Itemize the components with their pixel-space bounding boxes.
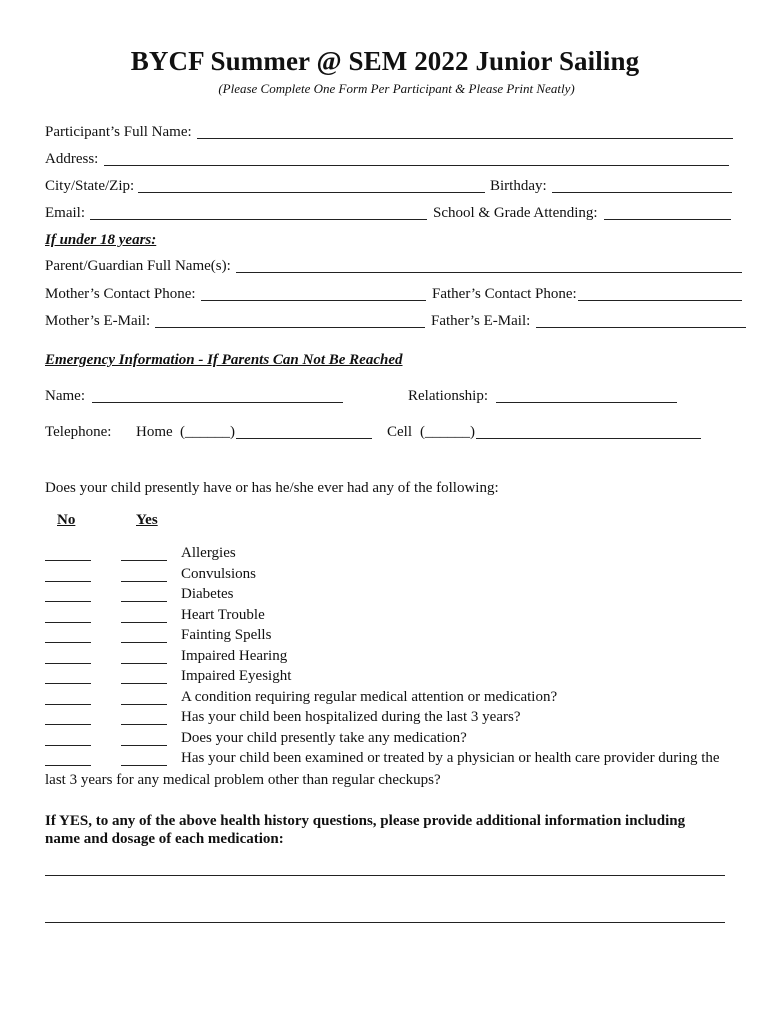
condition-yes-blank[interactable] bbox=[121, 560, 167, 561]
cell-area-code[interactable]: (______) bbox=[420, 424, 475, 440]
condition-yes-blank[interactable] bbox=[121, 724, 167, 725]
condition-no-blank[interactable] bbox=[45, 601, 91, 602]
cell-label: Cell bbox=[387, 424, 412, 440]
condition-label: Convulsions bbox=[181, 565, 257, 582]
condition-no-blank[interactable] bbox=[45, 560, 91, 561]
city-state-zip-label: City/State/Zip: bbox=[45, 178, 135, 194]
health-question: Does your child presently have or has he/she ever had any of the following: bbox=[45, 480, 499, 496]
form-subtitle: (Please Complete One Form Per Participant & Please Print Neatly) bbox=[218, 81, 575, 96]
condition-label: Allergies bbox=[181, 545, 236, 561]
father-email-field[interactable] bbox=[536, 327, 746, 328]
father-phone-label: Father’s Contact Phone: bbox=[432, 286, 577, 302]
condition-yes-blank[interactable] bbox=[121, 704, 167, 705]
city-state-zip-field[interactable] bbox=[138, 192, 485, 193]
condition-label: Fainting Spells bbox=[181, 627, 272, 643]
condition-yes-blank[interactable] bbox=[121, 622, 167, 623]
additional-info-line-1[interactable] bbox=[45, 875, 725, 876]
parent-names-label: Parent/Guardian Full Name(s): bbox=[45, 258, 231, 274]
condition-no-blank[interactable] bbox=[45, 745, 91, 746]
mother-phone-field[interactable] bbox=[201, 300, 426, 301]
home-phone-field[interactable] bbox=[236, 438, 372, 439]
condition-no-blank[interactable] bbox=[45, 765, 91, 766]
participant-name-label: Participant’s Full Name: bbox=[45, 124, 192, 140]
under-18-heading: If under 18 years: bbox=[45, 232, 157, 248]
mother-email-label: Mother’s E-Mail: bbox=[45, 313, 151, 329]
yes-column-header: Yes bbox=[136, 512, 158, 528]
condition-no-blank[interactable] bbox=[45, 683, 91, 684]
emergency-name-field[interactable] bbox=[92, 402, 343, 403]
condition-label: Has your child been examined or treated by a physician or health care provider during the bbox=[181, 750, 720, 766]
condition-yes-blank[interactable] bbox=[121, 642, 167, 643]
address-field[interactable] bbox=[104, 165, 729, 166]
mother-phone-label: Mother’s Contact Phone: bbox=[45, 286, 196, 302]
additional-info-line-2[interactable] bbox=[45, 922, 725, 923]
emergency-name-label: Name: bbox=[45, 388, 85, 404]
father-phone-field[interactable] bbox=[578, 300, 742, 301]
form-title: BYCF Summer @ SEM 2022 Junior Sailing bbox=[130, 46, 640, 76]
parent-names-field[interactable] bbox=[236, 272, 742, 273]
condition-no-blank[interactable] bbox=[45, 622, 91, 623]
followup-instruction-line1: If YES, to any of the above health history questions, please provide additional information including bbox=[45, 813, 686, 829]
condition-label: Has your child been hospitalized during the last 3 years? bbox=[181, 709, 521, 725]
condition-label: Heart Trouble bbox=[181, 606, 265, 623]
condition-no-blank[interactable] bbox=[45, 724, 91, 725]
condition-yes-blank[interactable] bbox=[121, 581, 167, 582]
cell-phone-field[interactable] bbox=[476, 438, 701, 439]
father-email-label: Father’s E-Mail: bbox=[431, 313, 531, 329]
condition-label: Diabetes bbox=[181, 586, 234, 602]
school-grade-field[interactable] bbox=[604, 219, 731, 220]
birthday-label: Birthday: bbox=[490, 178, 547, 194]
emergency-heading: Emergency Information - If Parents Can Not Be Reached bbox=[45, 352, 403, 368]
participant-name-field[interactable] bbox=[197, 138, 733, 139]
home-label: Home bbox=[136, 424, 173, 440]
condition-label: Impaired Hearing bbox=[181, 647, 288, 664]
condition-yes-blank[interactable] bbox=[121, 765, 167, 766]
birthday-field[interactable] bbox=[552, 192, 732, 193]
telephone-label: Telephone: bbox=[45, 424, 112, 440]
relationship-label: Relationship: bbox=[408, 388, 488, 404]
condition-yes-blank[interactable] bbox=[121, 601, 167, 602]
school-grade-label: School & Grade Attending: bbox=[433, 205, 598, 221]
email-label: Email: bbox=[45, 205, 85, 221]
address-label: Address: bbox=[45, 151, 99, 167]
followup-instruction-line2: name and dosage of each medication: bbox=[45, 831, 284, 847]
mother-email-field[interactable] bbox=[155, 327, 425, 328]
last-condition-continuation: last 3 years for any medical problem other than regular checkups? bbox=[45, 772, 441, 788]
relationship-field[interactable] bbox=[496, 402, 677, 403]
home-area-code[interactable]: (______) bbox=[180, 424, 235, 440]
condition-yes-blank[interactable] bbox=[121, 663, 167, 664]
condition-label: Impaired Eyesight bbox=[181, 668, 292, 684]
condition-no-blank[interactable] bbox=[45, 642, 91, 643]
email-field[interactable] bbox=[90, 219, 427, 220]
condition-label: A condition requiring regular medical attention or medication? bbox=[181, 688, 558, 705]
condition-no-blank[interactable] bbox=[45, 704, 91, 705]
condition-yes-blank[interactable] bbox=[121, 745, 167, 746]
condition-no-blank[interactable] bbox=[45, 663, 91, 664]
no-column-header: No bbox=[57, 512, 76, 528]
condition-label: Does your child presently take any medication? bbox=[181, 729, 467, 746]
condition-yes-blank[interactable] bbox=[121, 683, 167, 684]
condition-no-blank[interactable] bbox=[45, 581, 91, 582]
